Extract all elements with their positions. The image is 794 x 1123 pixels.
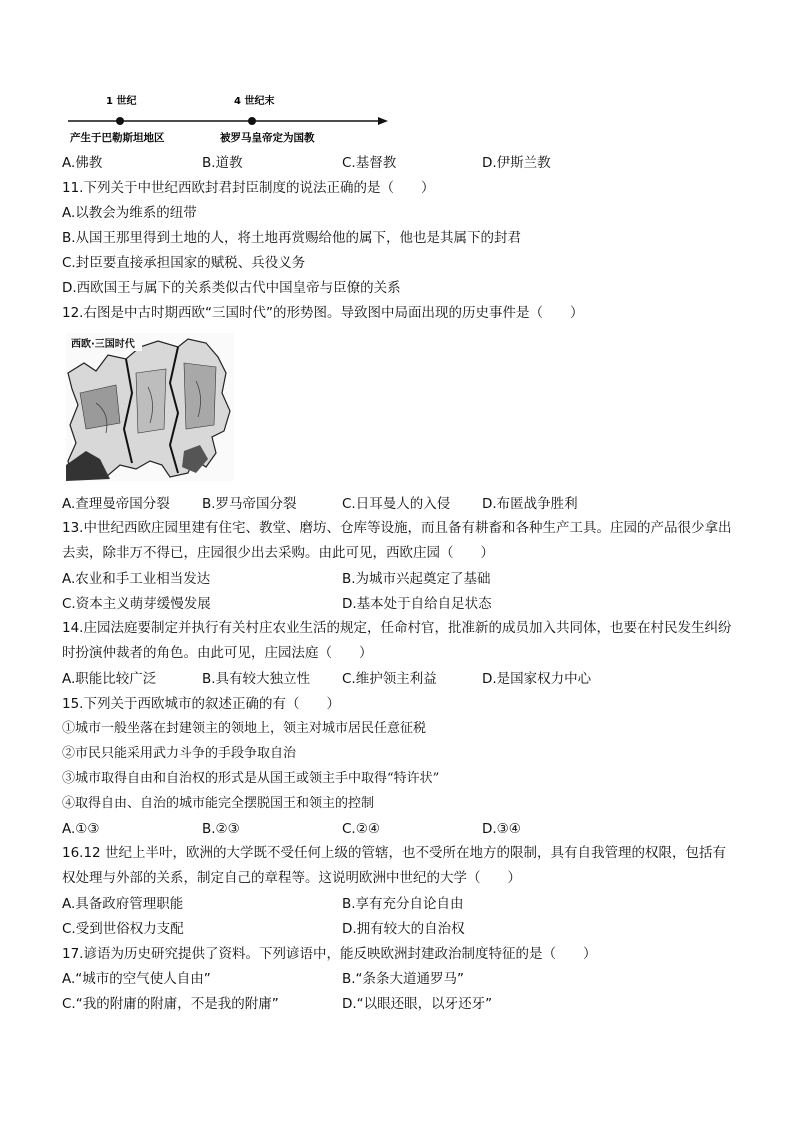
q11-option-d[interactable]: D.西欧国王与属下的关系类似古代中国皇帝与臣僚的关系 xyxy=(62,280,401,296)
q14-option-b[interactable]: B.具有较大独立性 xyxy=(202,671,311,687)
q10-option-a[interactable]: A.佛教 xyxy=(62,155,103,171)
timeline-point-2-caption: 被罗马皇帝定为国教 xyxy=(220,132,315,144)
q15-option-a[interactable]: A.①③ xyxy=(62,821,100,837)
timeline-point-2-label: 4 世纪末 xyxy=(234,96,275,107)
q16-stem: 16.12 世纪上半叶，欧洲的大学既不受任何上级的管辖，也不受所在地方的限制，具有自我管理的权限，包括有权处理与外部的关系，制定自己的章程等。这说明欧洲中世纪的大学（ ） xyxy=(62,845,726,886)
timeline-point-1 xyxy=(116,117,124,125)
q10-option-d[interactable]: D.伊斯兰教 xyxy=(482,155,551,171)
q10-option-c[interactable]: C.基督教 xyxy=(342,155,397,171)
q14-option-a[interactable]: A.职能比较广泛 xyxy=(62,671,157,687)
timeline-point-1-label: 1 世纪 xyxy=(106,96,137,107)
q14-option-c[interactable]: C.维护领主利益 xyxy=(342,671,437,687)
q13-option-d[interactable]: D.基本处于自给自足状态 xyxy=(342,596,492,612)
q17-option-b[interactable]: B.“条条大道通罗马” xyxy=(342,971,465,987)
q13-stem: 13.中世纪西欧庄园里建有住宅、教堂、磨坊、仓库等设施，而且备有耕畜和各种生产工具。庄园的产品很少拿出去卖，除非万不得已，庄园很少出去采购。由此可见，西欧庄园（ ） xyxy=(62,520,732,561)
q11-stem: 11.下列关于中世纪西欧封君封臣制度的说法正确的是（ ） xyxy=(62,180,435,196)
q15-stem: 15.下列关于西欧城市的叙述正确的有（ ） xyxy=(62,696,340,712)
q11-option-c[interactable]: C.封臣要直接承担国家的赋税、兵役义务 xyxy=(62,255,306,271)
q11-option-a[interactable]: A.以教会为维系的纽带 xyxy=(62,205,197,221)
timeline-arrow xyxy=(378,117,388,125)
q15-item-1: ①城市一般坐落在封建领主的领地上，领主对城市居民任意征税 xyxy=(62,721,427,736)
timeline-point-1-caption: 产生于巴勒斯坦地区 xyxy=(70,132,165,144)
timeline-point-2 xyxy=(248,117,256,125)
q13-option-b[interactable]: B.为城市兴起奠定了基础 xyxy=(342,571,491,587)
q16-option-d[interactable]: D.拥有较大的自治权 xyxy=(342,921,465,937)
q15-option-b[interactable]: B.②③ xyxy=(202,821,240,837)
q15-item-3: ③城市取得自由和自治权的形式是从国王或领主手中取得“特许状” xyxy=(62,771,440,786)
q12-option-c[interactable]: C.日耳曼人的入侵 xyxy=(342,496,451,512)
q15-item-2: ②市民只能采用武力斗争的手段争取自治 xyxy=(62,746,297,761)
q11-option-b[interactable]: B.从国王那里得到土地的人，将土地再赏赐给他的属下，他也是其属下的封君 xyxy=(62,230,522,246)
map-title: 西欧·三国时代 xyxy=(71,339,135,350)
q17-stem: 17.谚语为历史研究提供了资料。下列谚语中，能反映欧洲封建政治制度特征的是（ ） xyxy=(62,946,597,962)
q17-option-c[interactable]: C.“我的附庸的附庸，不是我的附庸” xyxy=(62,996,279,1012)
q17-option-d[interactable]: D.“以眼还眼，以牙还牙” xyxy=(342,996,493,1012)
q14-option-d[interactable]: D.是国家权力中心 xyxy=(482,671,592,687)
timeline-figure xyxy=(62,86,392,146)
q16-option-a[interactable]: A.具备政府管理职能 xyxy=(62,896,184,912)
q12-option-b[interactable]: B.罗马帝国分裂 xyxy=(202,496,297,512)
q12-stem: 12.右图是中古时期西欧“三国时代”的形势图。导致图中局面出现的历史事件是（ ） xyxy=(62,305,584,321)
three-kingdoms-map xyxy=(66,333,234,481)
q15-option-c[interactable]: C.②④ xyxy=(342,821,380,837)
q16-option-b[interactable]: B.享有充分自论自由 xyxy=(342,896,464,912)
q12-option-a[interactable]: A.查理曼帝国分裂 xyxy=(62,496,170,512)
q14-stem: 14.庄园法庭要制定并执行有关村庄农业生活的规定，任命村官，批准新的成员加入共同体，也要在村民发生纠纷时扮演仲裁者的角色。由此可见，庄园法庭（ ） xyxy=(62,620,732,661)
q10-option-b[interactable]: B.道教 xyxy=(202,155,243,171)
q15-option-d[interactable]: D.③④ xyxy=(482,821,521,837)
q17-option-a[interactable]: A.“城市的空气使人自由” xyxy=(62,971,211,987)
q15-item-4: ④取得自由、自治的城市能完全摆脱国王和领主的控制 xyxy=(62,796,375,811)
q16-option-c[interactable]: C.受到世俗权力支配 xyxy=(62,921,184,937)
q13-option-a[interactable]: A.农业和手工业相当发达 xyxy=(62,571,211,587)
q13-option-c[interactable]: C.资本主义萌芽缓慢发展 xyxy=(62,596,211,612)
map-region-middle xyxy=(136,369,166,433)
q12-option-d[interactable]: D.布匿战争胜利 xyxy=(482,496,578,512)
